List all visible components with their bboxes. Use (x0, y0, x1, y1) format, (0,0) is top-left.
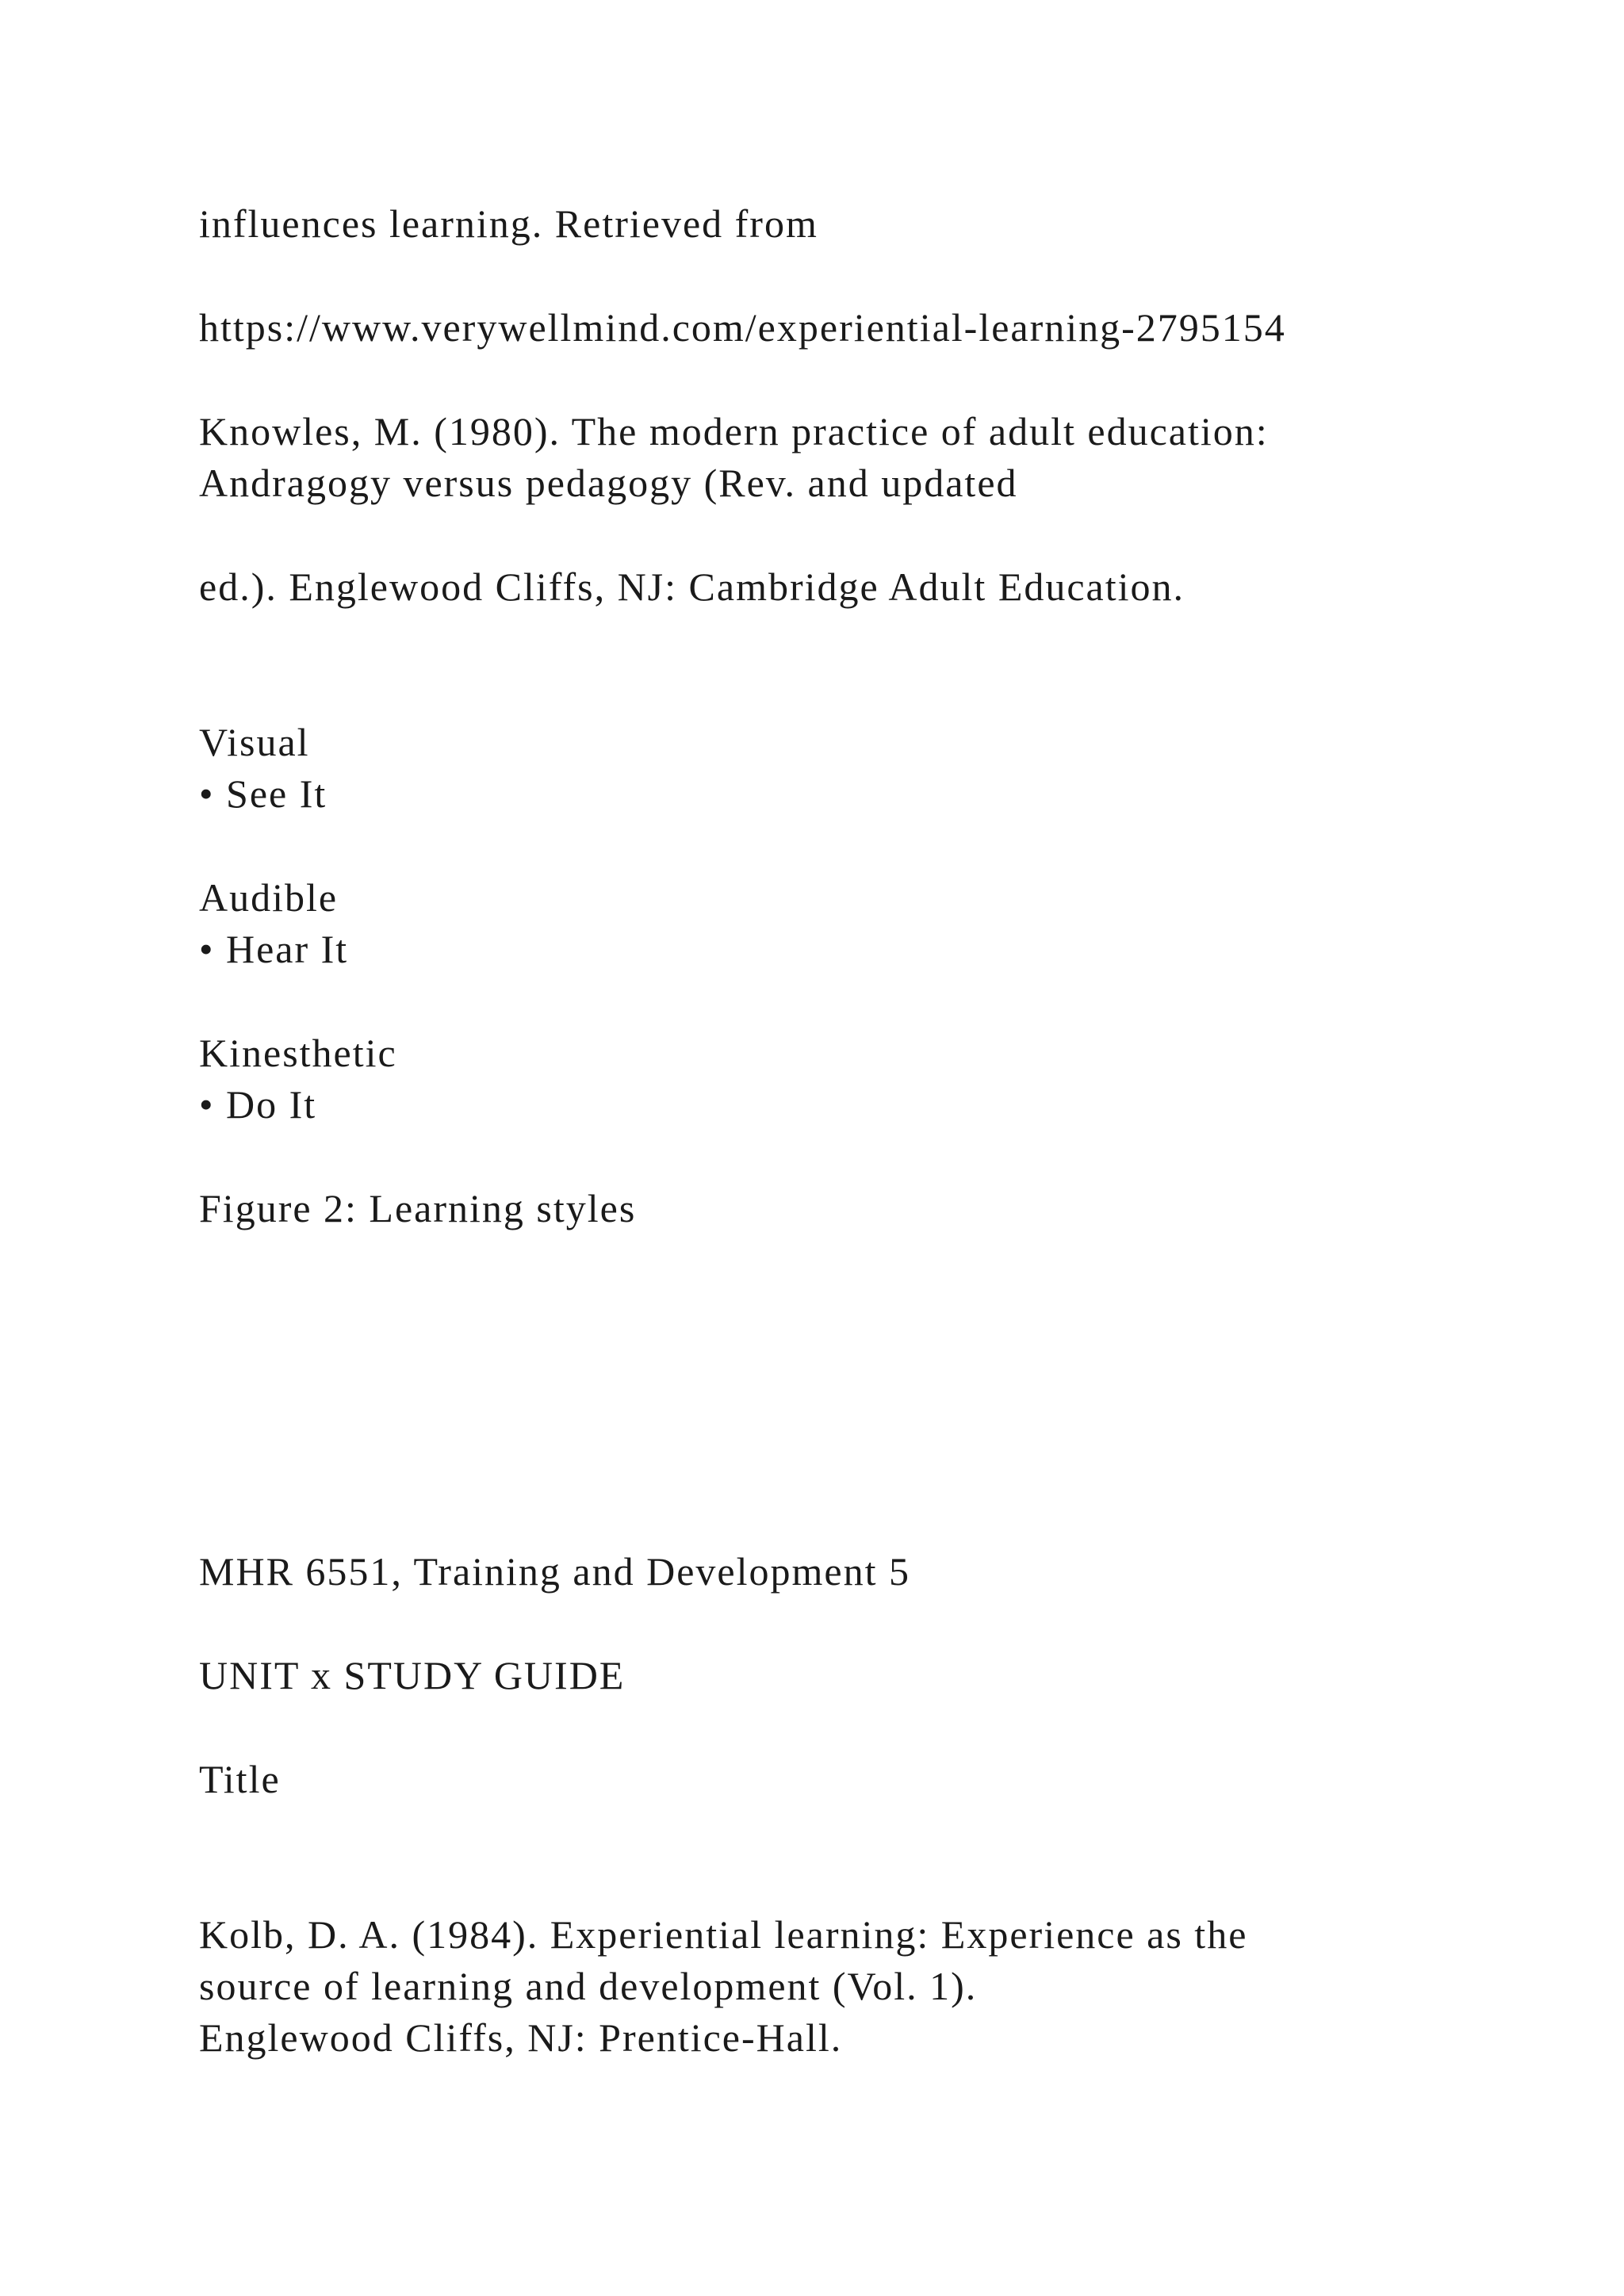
citation-3-line-1: Kolb, D. A. (1984). Experiential learning: Experience as the (199, 1912, 1248, 1957)
style-audible-bullet: • Hear It (199, 927, 349, 971)
style-visual-bullet: • See It (199, 771, 327, 816)
unit-heading: UNIT x STUDY GUIDE (199, 1653, 626, 1697)
citation-2-line-1: Knowles, M. (1980). The modern practice of adult education: (199, 409, 1269, 453)
title-heading: Title (199, 1757, 281, 1801)
figure-caption: Figure 2: Learning styles (199, 1186, 637, 1230)
citation-3-line-2: source of learning and development (Vol. 1). (199, 1964, 978, 2008)
style-kinesthetic-label: Kinesthetic (199, 1031, 397, 1075)
style-kinesthetic-bullet: • Do It (199, 1082, 317, 1127)
style-visual-label: Visual (199, 720, 310, 764)
citation-2-line-2: Andragogy versus pedagogy (Rev. and updated (199, 461, 1018, 505)
citation-1-url: https://www.verywellmind.com/experiential-learning-2795154 (199, 305, 1286, 350)
course-heading: MHR 6551, Training and Development 5 (199, 1549, 910, 1594)
citation-1-line-1: influences learning. Retrieved from (199, 201, 818, 246)
citation-3-line-3: Englewood Cliffs, NJ: Prentice-Hall. (199, 2015, 843, 2060)
citation-2-line-3: ed.). Englewood Cliffs, NJ: Cambridge Adult Education. (199, 564, 1185, 609)
style-audible-label: Audible (199, 875, 339, 920)
